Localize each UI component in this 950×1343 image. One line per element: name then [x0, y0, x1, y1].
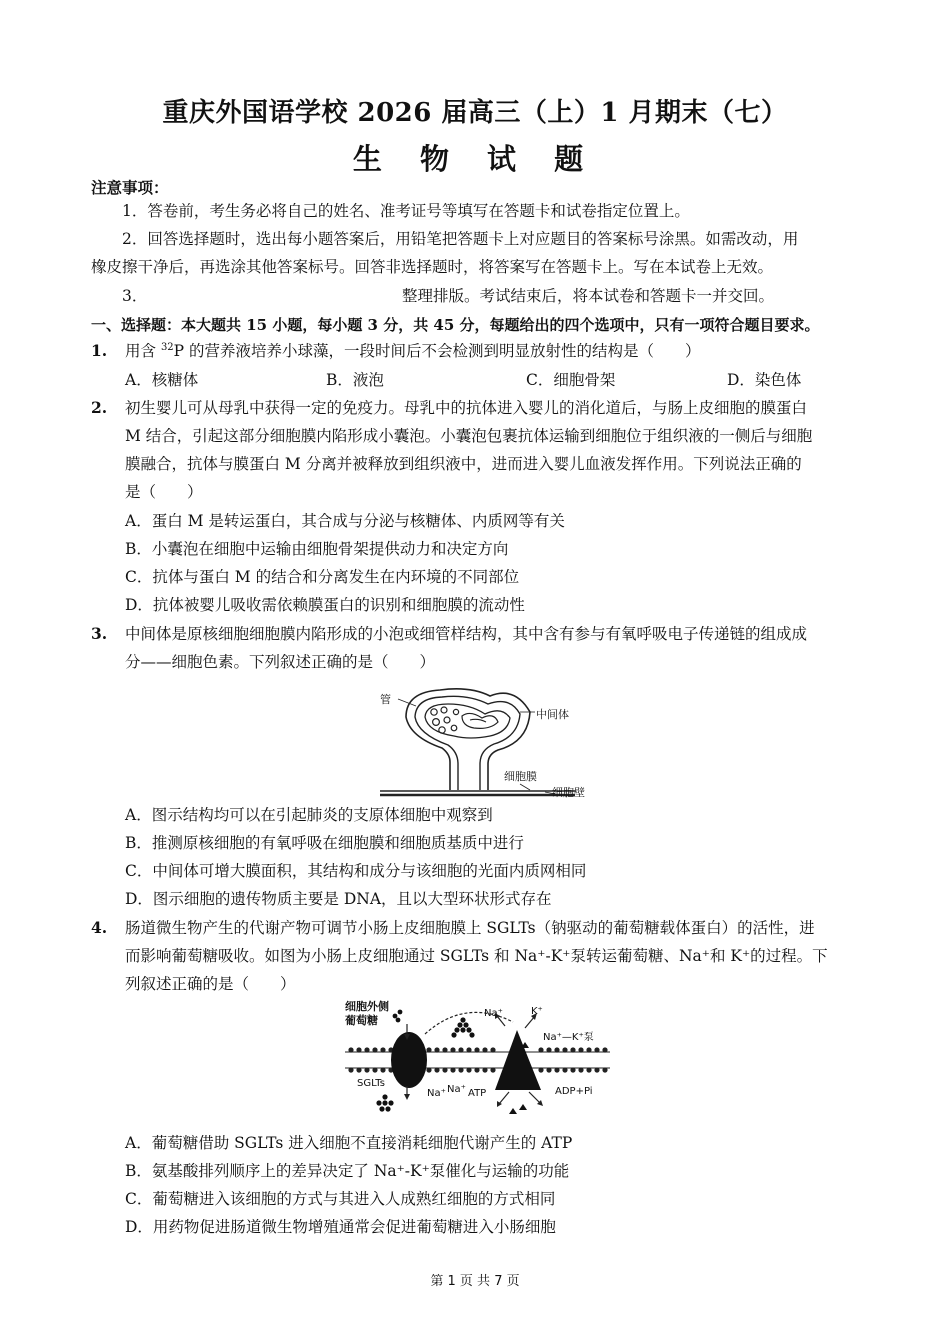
question-2-option-c: C．抗体与蛋白 M 的结合和分离发生在内环境的不同部位	[125, 568, 520, 586]
notice-item-3-num: 3．	[122, 287, 148, 305]
label-membrane: 细胞膜	[504, 770, 537, 783]
section-heading: 一、选择题：本大题共 15 小题，每小题 3 分，共 45 分，每题给出的四个选项中，只有一项符合题目要求。	[91, 316, 820, 334]
mesosome-figure	[370, 682, 585, 797]
question-2-stem-line-1: 初生婴儿可从母乳中获得一定的免疫力。母乳中的抗体进入婴儿的消化道后，与肠上皮细胞的膜蛋白	[125, 399, 808, 417]
label-na-bottom-1: Na⁺	[427, 1088, 446, 1099]
question-3-option-b: B．推测原核细胞的有氧呼吸在细胞膜和细胞质基质中进行	[125, 834, 524, 852]
label-outside: 细胞外侧	[345, 1000, 389, 1013]
question-2-stem-line-3: 膜融合，抗体与膜蛋白 M 分离并被释放到组织液中，进而进入婴儿血液发挥作用。下列说法正确的	[125, 455, 802, 473]
label-atp: ATP	[468, 1088, 487, 1099]
question-3-option-a: A．图示结构均可以在引起肺炎的支原体细胞中观察到	[125, 806, 493, 824]
notice-item-2-cont: 橡皮擦干净后，再选涂其他答案标号。回答非选择题时，将答案写在答题卡上。写在本试卷上无效。	[91, 258, 774, 276]
question-3-option-d: D．图示细胞的遗传物质主要是 DNA，且以大型环状形式存在	[125, 890, 552, 908]
label-wall: 细胞壁	[552, 786, 585, 799]
question-3-option-c: C．中间体可增大膜面积，其结构和成分与该细胞的光面内质网相同	[125, 862, 587, 880]
notice-item-1: 1．答卷前，考生务必将自己的姓名、准考证号等填写在答题卡和试卷指定位置上。	[122, 202, 690, 220]
question-1-option-a: A．核糖体	[125, 371, 199, 389]
question-3-stem-line-1: 中间体是原核细胞细胞膜内陷形成的小泡或细管样结构，其中含有参与有氧呼吸电子传递链的组成成	[125, 625, 808, 643]
notice-heading: 注意事项：	[91, 178, 169, 197]
question-2-stem-line-2: M 结合，引起这部分细胞膜内陷形成小囊泡。小囊泡包裹抗体运输到细胞位于组织液的一侧后与细胞	[125, 427, 813, 445]
question-4-option-d: D．用药物促进肠道微生物增殖通常会促进葡萄糖进入小肠细胞	[125, 1218, 556, 1236]
subject-title: 生 物 试 题	[352, 142, 598, 176]
question-4-option-a: A．葡萄糖借助 SGLTs 进入细胞不直接消耗细胞代谢产生的 ATP	[125, 1134, 573, 1152]
question-4-stem-line-1: 肠道微生物产生的代谢产物可调节小肠上皮细胞膜上 SGLTs（钠驱动的葡萄糖载体蛋白）的活性，进	[125, 919, 815, 937]
transport-diagram	[345, 1000, 610, 1125]
question-number-2: 2.	[91, 398, 108, 417]
question-2-option-d: D．抗体被婴儿吸收需依赖膜蛋白的识别和细胞膜的流动性	[125, 596, 525, 614]
label-mesosome: 中间体	[536, 708, 569, 721]
question-3-stem-line-2: 分——细胞色素。下列叙述正确的是（ ）	[125, 653, 436, 671]
exam-title: 重庆外国语学校 2026 届高三（上）1 月期末（七）	[162, 98, 788, 128]
question-4-stem-line-2: 而影响葡萄糖吸收。如图为小肠上皮细胞通过 SGLTs 和 Na⁺-K⁺泵转运葡萄糖、Na⁺和 K⁺的过程。下	[125, 947, 828, 965]
label-tube: 管	[380, 693, 391, 706]
question-2-stem-line-4: 是（ ）	[125, 483, 203, 501]
question-4-stem-line-3: 列叙述正确的是（ ）	[125, 975, 296, 993]
question-1-stem: 用含 $^{32}$P 的营养液培养小球藻，一段时间后不会检测到明显放射性的结构是（ ）	[125, 341, 701, 360]
question-1-option-c: C．细胞骨架	[526, 371, 616, 389]
label-na-top: Na⁺	[484, 1008, 503, 1019]
notice-item-2: 2．回答选择题时，选出每小题答案后，用铅笔把答题卡上对应题目的答案标号涂黑。如需改动，用	[122, 230, 799, 248]
question-4-option-c: C．葡萄糖进入该细胞的方式与其进入人成熟红细胞的方式相同	[125, 1190, 556, 1208]
label-k-top: K⁺	[531, 1006, 543, 1017]
mesosome-diagram	[370, 682, 585, 797]
question-2-option-a: A．蛋白 M 是转运蛋白，其合成与分泌与核糖体、内质网等有关	[125, 512, 565, 530]
question-4-option-b: B．氨基酸排列顺序上的差异决定了 Na⁺-K⁺泵催化与运输的功能	[125, 1162, 570, 1180]
question-2-option-b: B．小囊泡在细胞中运输由细胞骨架提供动力和决定方向	[125, 540, 509, 558]
label-glucose: 葡萄糖	[345, 1014, 378, 1027]
page-footer: 第 1 页 共 7 页	[430, 1274, 520, 1289]
label-pump: Na⁺—K⁺泵	[543, 1032, 594, 1043]
label-sglts: SGLTs	[357, 1078, 385, 1089]
notice-item-3-text: 整理排版。考试结束后，将本试卷和答题卡一并交回。	[402, 287, 775, 305]
question-1-option-b: B．液泡	[326, 371, 384, 389]
question-number-4: 4.	[91, 918, 108, 937]
transport-figure	[345, 1000, 610, 1125]
question-number-3: 3.	[91, 624, 108, 643]
question-number-1: 1.	[91, 341, 108, 360]
label-adp: ADP+Pi	[555, 1086, 593, 1097]
question-1-option-d: D．染色体	[727, 371, 802, 389]
label-na-bottom-2: Na⁺	[447, 1084, 466, 1095]
